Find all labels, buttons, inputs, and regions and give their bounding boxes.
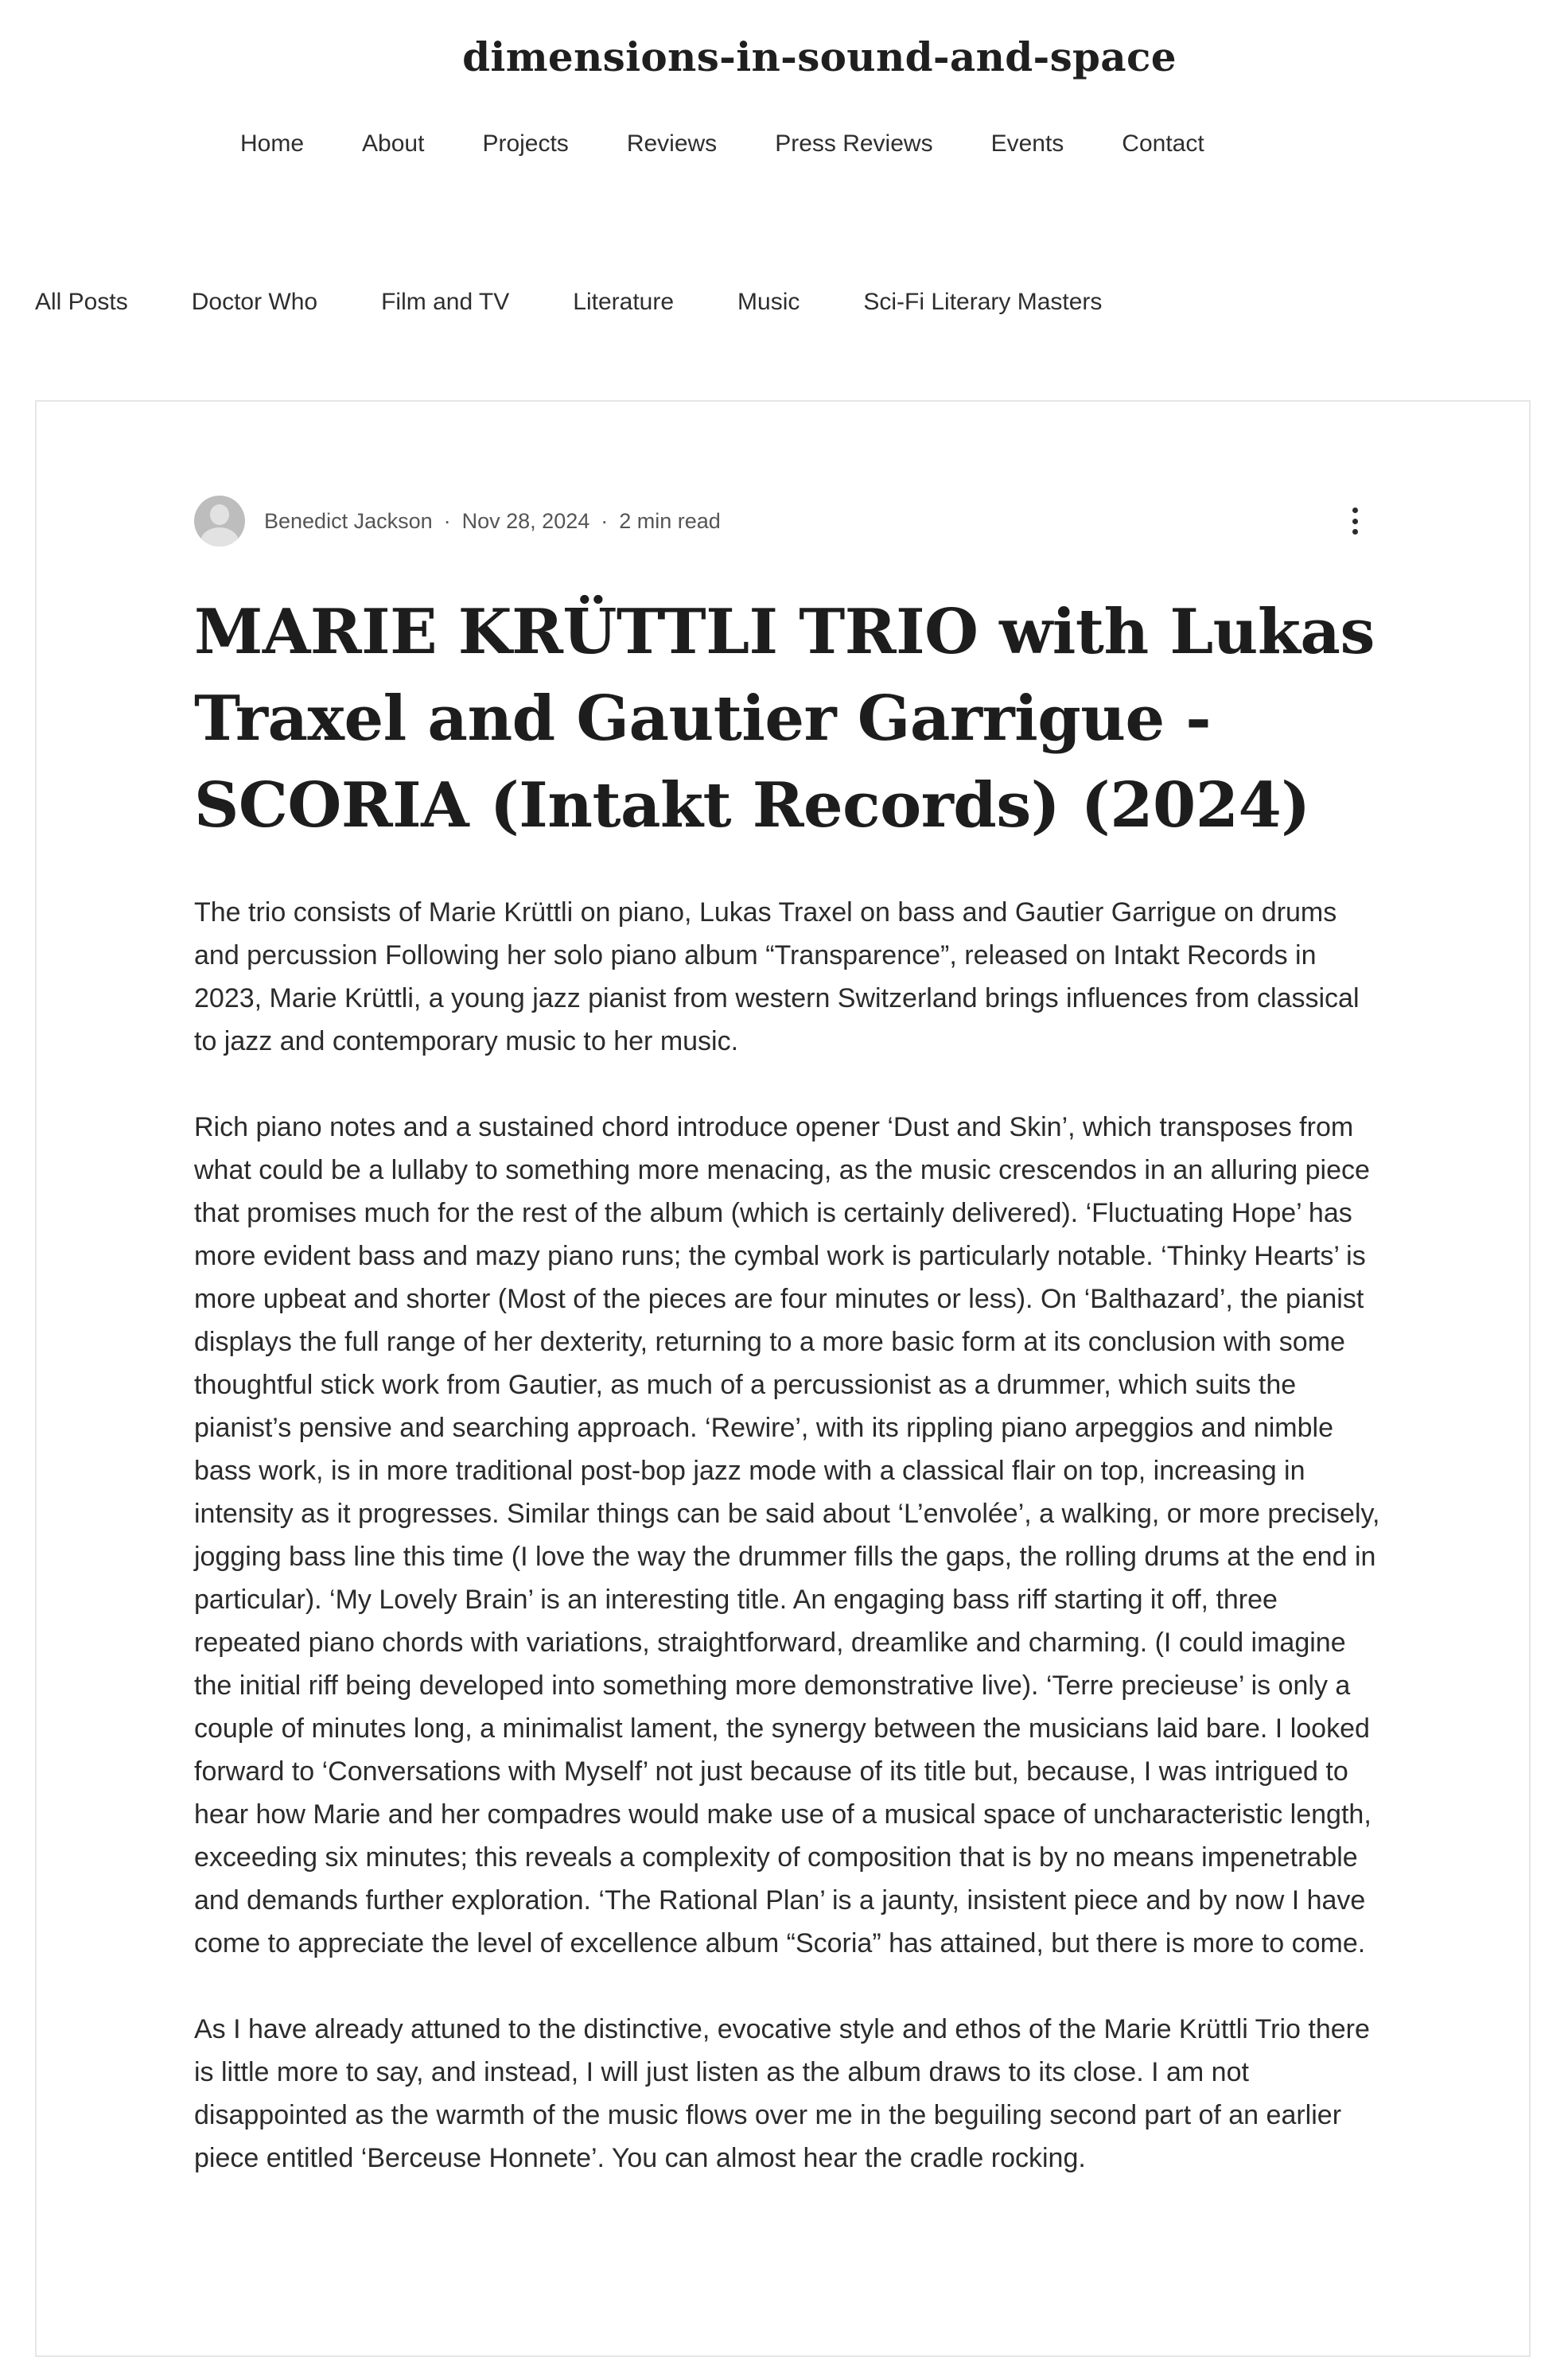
- meta-separator: ·: [601, 508, 609, 533]
- more-dot: [1352, 519, 1358, 524]
- category-bar: [35, 289, 1165, 316]
- post-paragraph: Rich piano notes and a sustained chord introduce opener ‘Dust and Skin’, which transposes from what could be a lullaby to something more menacing, as the music crescendos in an alluring piece that promises much for the rest of the album (which is certainly delivered). ‘Fluctuating Hope’ has more evident bass and mazy piano runs; the cymbal work is particularly notable. ‘Thinky Hearts’ is more upbeat and shorter (Most of the pieces are four minutes or less). On ‘Balthazard’, the pianist displays the full range of her dexterity, returning to a more basic form at its conclusion with some thoughtful stick work from Gautier, as much of a percussionist as a drummer, which suits the pianist’s pensive and searching approach. ‘Rewire’, with its rippling piano arpeggios and nimble bass work, is in more traditional post-bop jazz mode with a classical flair on top, increasing in intensity as it progresses. Similar things can be said about ‘L’envolée’, a walking, or more precisely, jogging bass line this time (I love the way the drummer fills the gaps, the rolling drums at the end in particular). ‘My Lovely Brain’ is an interesting title. An engaging bass riff starting it off, three repeated piano chords with variations, straightforward, dreamlike and charming. (I could imagine the initial riff being developed into something more demonstrative live). ‘Terre precieuse’ is only a couple of minutes long, a minimalist lament, the synergy between the musicians laid bare. I looked forward to ‘Conversations with Myself’ not just because of its title but, because, I was intrigued to hear how Marie and her compadres would make use of a musical space of uncharacteristic length, exceeding six minutes; this reveals a complexity of composition that is by no means impenetrable and demands further exploration. ‘The Rational Plan’ is a jaunty, insistent piece and by now I have come to appreciate the level of excellence album “Scoria” has attained, but there is more to come.: [194, 1112, 1380, 1958]
- category-film-and-tv[interactable]: Film and TV: [381, 289, 510, 315]
- author-name[interactable]: Benedict Jackson: [264, 508, 433, 533]
- post-title: MARIE KRÜTTLI TRIO with Lukas Traxel and Gautier Garrigue - SCORIA (Intakt Records) (2024): [194, 596, 1375, 842]
- post-body: [194, 891, 1381, 2223]
- post-paragraph: The trio consists of Marie Krüttli on piano, Lukas Traxel on bass and Gautier Garrigue on drums and percussion Following her solo piano album “Transparence”, released on Intakt Records in 2023, Marie Krüttli, a young jazz pianist from western Switzerland brings influences from classical to jazz and contemporary music to her music.: [194, 897, 1360, 1056]
- more-dot: [1352, 508, 1358, 513]
- nav-item-contact[interactable]: Contact: [1122, 130, 1204, 157]
- category-all-posts[interactable]: All Posts: [35, 289, 128, 315]
- nav-item-projects[interactable]: Projects: [482, 130, 569, 157]
- post-meta: [194, 495, 1368, 547]
- read-time: 2 min read: [619, 508, 721, 533]
- nav-item-events[interactable]: Events: [990, 130, 1064, 157]
- author-avatar[interactable]: [194, 496, 245, 546]
- nav-item-reviews[interactable]: Reviews: [626, 130, 718, 157]
- nav-item-press-reviews[interactable]: Press Reviews: [775, 130, 933, 157]
- nav-item-about[interactable]: About: [362, 130, 425, 157]
- post-paragraph: As I have already attuned to the distinctive, evocative style and ethos of the Marie Krüttli Trio there is little more to say, and instead, I will just listen as the album draws to its close. I am not disappointed as the warmth of the music flows over me in the beguiling second part of an earlier piece entitled ‘Berceuse Honnete’. You can almost hear the cradle rocking.: [194, 2014, 1370, 2173]
- category-literature[interactable]: Literature: [573, 289, 675, 315]
- site-title[interactable]: dimensions-in-sound-and-space: [462, 33, 1177, 80]
- main-nav: [240, 130, 1263, 158]
- category-sci-fi-literary-masters[interactable]: Sci-Fi Literary Masters: [863, 289, 1103, 315]
- meta-separator: ·: [443, 508, 451, 533]
- more-dot: [1352, 529, 1358, 535]
- category-music[interactable]: Music: [737, 289, 800, 315]
- avatar-body-shape: [200, 527, 239, 546]
- post-date: Nov 28, 2024: [461, 508, 590, 533]
- category-doctor-who[interactable]: Doctor Who: [191, 289, 318, 315]
- more-vertical-icon[interactable]: [1341, 508, 1368, 535]
- avatar-head-shape: [210, 504, 229, 525]
- nav-item-home[interactable]: Home: [240, 130, 305, 157]
